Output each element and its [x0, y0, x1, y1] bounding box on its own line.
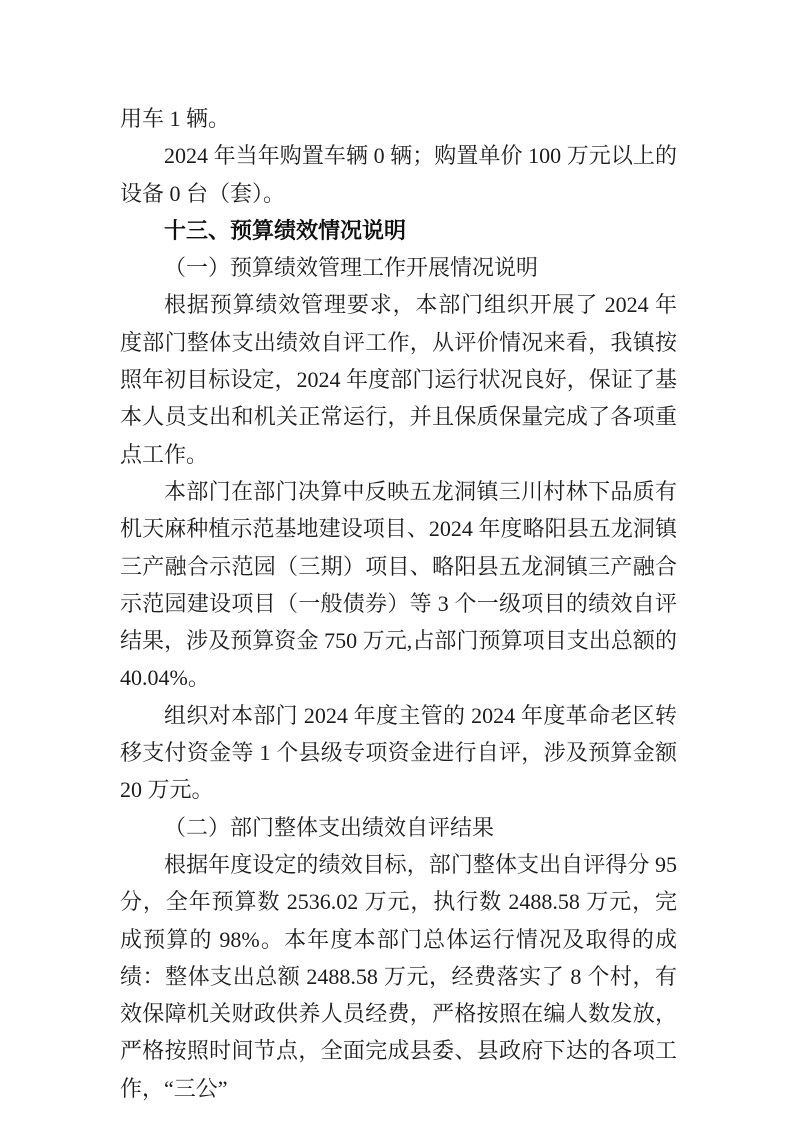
paragraph-performance-overview: 根据预算绩效管理要求，本部门组织开展了 2024 年度部门整体支出绩效自评工作，从评价情况来看，我镇按照年初目标设定，2024 年度部门运行状况良好，保证了基本人员支出和机关正常运行，并且保质保量完成了各项重点工作。 — [120, 292, 677, 467]
subsection-heading-2: （二）部门整体支出绩效自评结果 — [164, 814, 495, 840]
paragraph-overall-expenditure-result: 根据年度设定的绩效目标，部门整体支出自评得分 95 分，全年预算数 2536.02 万元，执行数 2488.58 万元，完成预算的 98%。本年度本部门总体运行情况及取得的成绩：整体支出总额 2488.58 万元，经费落实了 8 个村，有效保障机关财政供养人员经费，严格按照在编人数发放，严格按照时间节点，全面完成县委、县政府下达的各项工作，“三公” — [120, 851, 677, 1101]
paragraph-project-self-evaluation: 本部门在部门决算中反映五龙洞镇三川村林下品质有机天麻种植示范基地建设项目、2024 年度略阳县五龙洞镇三产融合示范园（三期）项目、略阳县五龙洞镇三产融合示范园建设项目（一般债券）等 3 个一级项目的绩效自评结果，涉及预算资金 750 万元,占部门预算项目支出总额的 40.04%。 — [120, 478, 677, 691]
paragraph-vehicle-carryover: 用车 1 辆。 — [120, 106, 231, 131]
paragraph-vehicle-purchase: 2024 年当年购置车辆 0 辆；购置单价 100 万元以上的设备 0 台（套）。 — [120, 143, 677, 206]
paragraph-special-fund-evaluation: 组织对本部门 2024 年度主管的 2024 年度革命老区转移支付资金等 1 个县级专项资金进行自评，涉及预算金额 20 万元。 — [120, 702, 677, 803]
section-heading-13: 十三、预算绩效情况说明 — [164, 217, 407, 243]
subsection-heading-1: （一）预算绩效管理工作开展情况说明 — [164, 255, 539, 281]
document-body — [120, 100, 677, 1107]
